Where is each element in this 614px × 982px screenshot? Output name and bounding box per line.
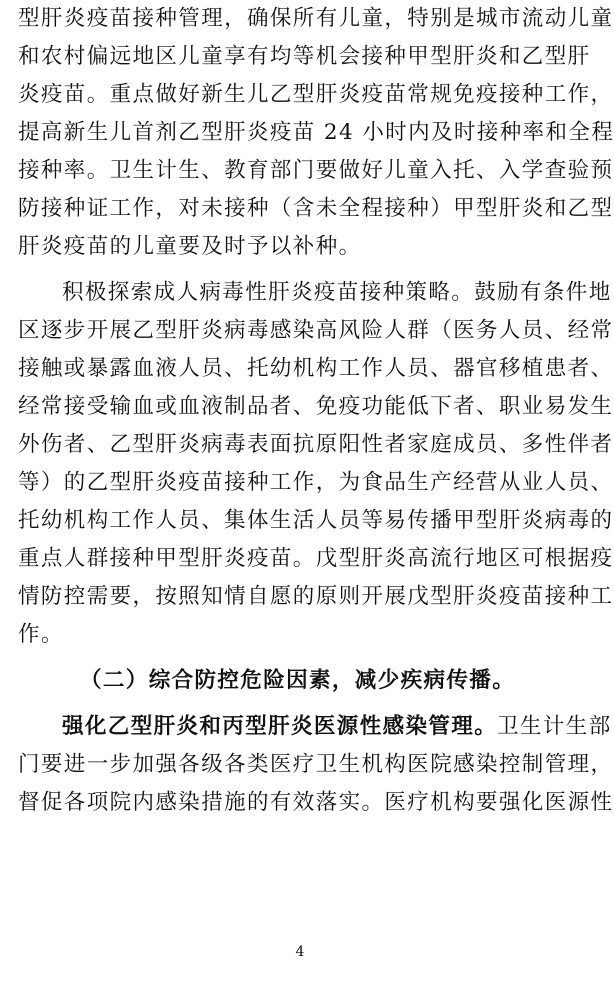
page-number: 4: [295, 944, 305, 960]
text-line: 和农村偏远地区儿童享有均等机会接种甲型肝炎和乙型肝: [18, 44, 591, 69]
text-line: 接种率。卫生计生、教育部门要做好儿童入托、入学查验预: [18, 158, 614, 183]
text-line: 提高新生儿首剂乙型肝炎疫苗 24 小时内及时接种率和全程: [18, 120, 614, 145]
text-line: 型肝炎疫苗接种管理，确保所有儿童，特别是城市流动儿童: [18, 6, 614, 31]
text-line: 接触或暴露血液人员、托幼机构工作人员、器官移植患者、: [18, 356, 614, 381]
paragraph-start-line: 积极探索成人病毒性肝炎疫苗接种策略。鼓励有条件地: [62, 280, 612, 305]
section-heading: （二）综合防控危险因素，减少疾病传播。: [80, 668, 516, 693]
bold-lead-sentence: 强化乙型肝炎和丙型肝炎医源性感染管理。: [62, 714, 498, 739]
text-line: 督促各项院内感染措施的有效落实。医疗机构要强化医源性: [18, 790, 614, 815]
lead-sentence-continuation: 卫生计生部: [497, 714, 612, 739]
text-line: 门要进一步加强各级各类医疗卫生机构医院感染控制管理，: [18, 752, 614, 777]
text-line: 外伤者、乙型肝炎病毒表面抗原阳性者家庭成员、多性伴者: [18, 432, 614, 457]
text-line: 重点人群接种甲型肝炎疫苗。戊型肝炎高流行地区可根据疫: [18, 546, 614, 571]
paragraph-start-line: [62, 709, 612, 745]
text-line: 炎疫苗。重点做好新生儿乙型肝炎疫苗常规免疫接种工作，: [18, 82, 614, 107]
text-line: 防接种证工作，对未接种（含未全程接种）甲型肝炎和乙型: [18, 196, 614, 221]
text-line: 情防控需要，按照知情自愿的原则开展戊型肝炎疫苗接种工: [18, 584, 614, 609]
text-line: 肝炎疫苗的儿童要及时予以补种。: [18, 234, 362, 259]
text-line: 托幼机构工作人员、集体生活人员等易传播甲型肝炎病毒的: [18, 508, 614, 533]
text-line: 作。: [18, 622, 64, 647]
text-line: 等）的乙型肝炎疫苗接种工作，为食品生产经营从业人员、: [18, 470, 614, 495]
text-line: 区逐步开展乙型肝炎病毒感染高风险人群（医务人员、经常: [18, 318, 614, 343]
text-line: 经常接受输血或血液制品者、免疫功能低下者、职业易发生: [18, 394, 614, 419]
